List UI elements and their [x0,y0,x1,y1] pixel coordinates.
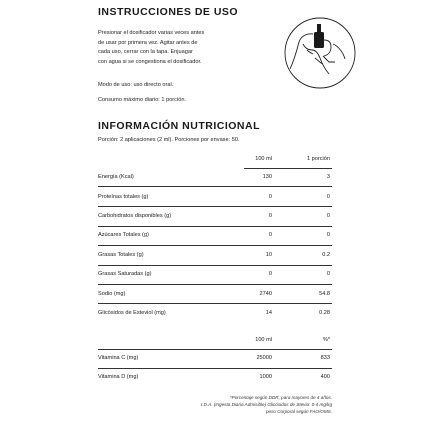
row-value-100ml: 0 [268,194,272,200]
row-value-100ml: 0 [268,213,272,219]
row-label: Proteínas totales (g) [98,194,149,200]
row-value-100ml: 130 [262,174,272,180]
row-value-portion: 0.2 [322,252,330,258]
divider [98,245,332,246]
row-label: Azúcares Totales (g) [98,232,149,238]
divider [98,265,332,266]
row-value-portion: 0 [326,194,330,200]
divider [98,349,332,350]
row-value-100ml: 0 [268,232,272,238]
row-value-portion: 0.28 [319,310,330,316]
divider [98,284,332,285]
portion-info: Porción: 2 aplicaciones (2 ml). Porciones por envase: 50. [98,137,240,143]
table-row [98,194,332,203]
vitamin-header-row [98,337,332,346]
nutrition-header-row [98,156,332,165]
footnotes [201,394,332,415]
row-label: Vitamina C (mg) [98,355,139,361]
row-value-percent: 833 [320,355,330,361]
row-value-portion: 0 [326,213,330,219]
row-label: Energía (Kcal) [98,174,134,180]
divider [98,303,332,304]
row-label: Glicósidos de Esteviol (mg) [98,310,166,316]
row-label: Grasas Totales (g) [98,252,144,258]
row-value-100ml: 14 [265,310,272,316]
usage-title: INSTRUCCIONES DE USO [98,6,239,18]
footnote: *Porcentaje según DDR, para mayores de 4 años. [229,395,332,400]
nutrition-title: INFORMACIÓN NUTRICIONAL [98,120,260,132]
row-label: Sodio (mg) [98,291,126,297]
table-row [98,310,332,319]
divider [98,206,332,207]
spray-bottle-illustration [283,14,357,92]
row-label: Vitamina D (mg) [98,374,139,380]
row-label: Grasas Saturadas (g) [98,271,152,277]
footnote: I.D.A. (Ingesta Diaria Admisible) Glicósidos de Stevia: 0-4 mg/kg [200,402,332,407]
row-value-100ml: 25000 [256,355,272,361]
table-row [98,355,332,364]
row-value-percent: 400 [320,374,330,380]
column-header-percent: %* [322,337,330,343]
divider [98,368,332,369]
column-header-100ml: 100 ml [255,156,272,162]
usage-instructions [98,29,204,67]
column-header-100ml: 100 ml [255,337,272,343]
row-label: Carbohidratos disponibles (g) [98,213,172,219]
row-value-portion: 3 [326,174,330,180]
row-value-portion: 54.8 [319,291,330,297]
usage-line: cada uso, cerrar con la tapa. Enjuagar [98,49,193,56]
table-row [98,252,332,261]
usage-line: de usar por primera vez. Agitar antes de [98,39,198,46]
footnote: peso Corporal según FAO/OMS. [265,409,332,414]
row-value-100ml: 0 [268,271,272,277]
table-row [98,174,332,183]
table-row [98,374,332,383]
table-row [98,232,332,241]
table-row [98,271,332,280]
row-value-100ml: 1000 [259,374,272,380]
divider [98,226,332,227]
row-value-portion: 0 [326,232,330,238]
usage-max: Consumo máximo diario: 1 porción. [98,97,186,103]
row-value-portion: 0 [326,271,330,277]
usage-line: Presionar el dosificador varias veces antes [98,30,205,36]
divider [98,186,332,187]
divider [244,168,332,169]
row-value-100ml: 2740 [259,291,272,297]
usage-mode: Modo de uso: uso directo oral. [98,82,174,88]
column-header-portion: 1 porción [306,156,330,162]
table-row [98,291,332,300]
usage-line: con agua si se congestiona el dosificador. [98,58,202,65]
table-row [98,213,332,222]
row-value-100ml: 10 [265,252,272,258]
